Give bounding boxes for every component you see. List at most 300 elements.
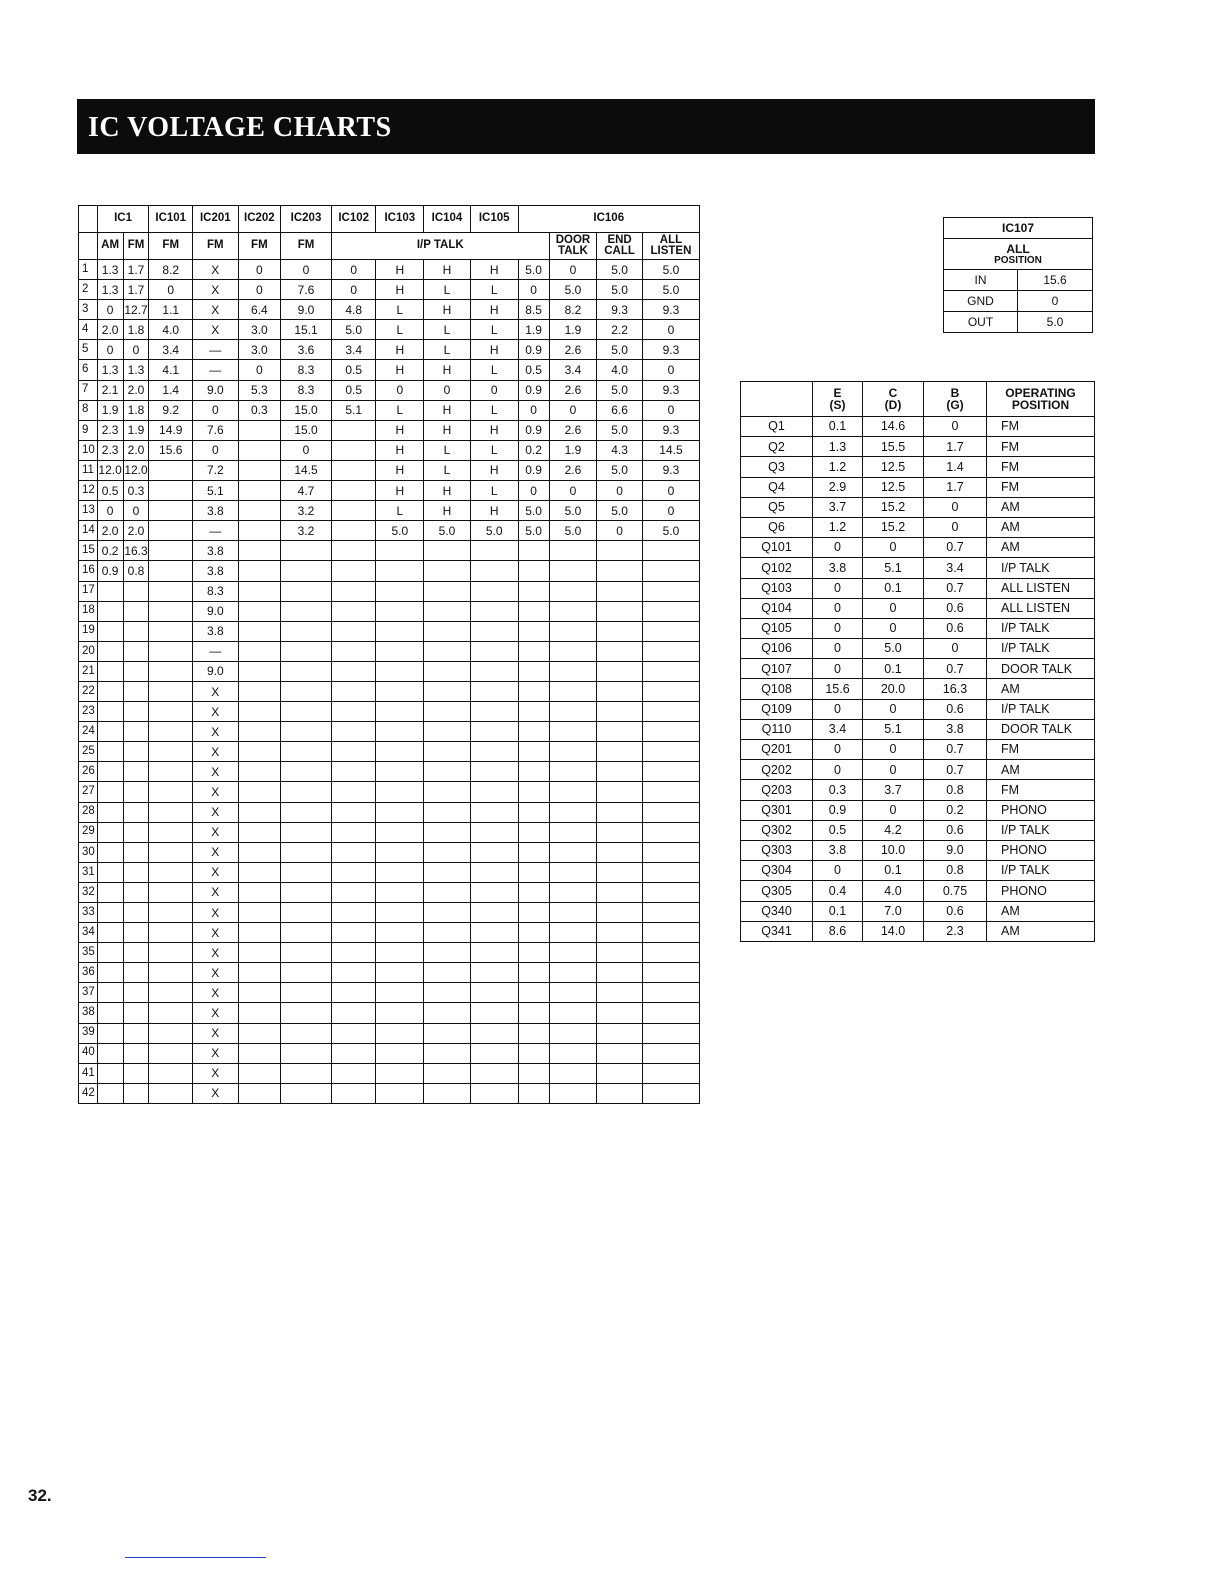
table-cell — [549, 842, 597, 862]
table-cell: 12.0 — [97, 460, 123, 480]
table-cell — [424, 882, 471, 902]
ic1-fm-header: FM — [123, 233, 149, 260]
table-cell: 0 — [924, 417, 987, 437]
table-cell: 0 — [123, 340, 149, 360]
table-cell — [424, 742, 471, 762]
table-cell — [331, 782, 376, 802]
table-cell: 0 — [863, 598, 924, 618]
table-cell: 0.2 — [924, 800, 987, 820]
table-cell — [549, 1023, 597, 1043]
footer-rule — [125, 1557, 266, 1558]
table-cell: H — [376, 460, 424, 480]
table-cell — [549, 621, 597, 641]
table-cell: 3.8 — [193, 621, 239, 641]
table-cell — [281, 762, 332, 782]
table-cell: 15.2 — [863, 517, 924, 537]
table-cell — [238, 521, 281, 541]
table-cell: 0 — [597, 521, 643, 541]
table-cell — [376, 802, 424, 822]
table-row — [79, 501, 700, 521]
table-cell — [149, 601, 193, 621]
table-cell: 0 — [193, 440, 239, 460]
table-row — [79, 983, 700, 1003]
table-row — [741, 699, 1095, 719]
table-cell: H — [424, 420, 471, 440]
table-cell — [238, 882, 281, 902]
table-cell — [642, 541, 699, 561]
table-row — [944, 270, 1093, 291]
table-cell: 5.0 — [597, 420, 643, 440]
ic-sub-header-row — [79, 233, 700, 260]
table-cell: L — [376, 320, 424, 340]
table-cell: X — [193, 822, 239, 842]
table-cell: 12.7 — [123, 300, 149, 320]
table-cell — [238, 541, 281, 561]
table-cell: 9.3 — [642, 340, 699, 360]
table-cell: 16.3 — [123, 541, 149, 561]
table-cell: 0 — [331, 260, 376, 280]
table-cell — [123, 903, 149, 923]
table-cell — [424, 661, 471, 681]
table-row — [79, 400, 700, 420]
table-cell — [331, 722, 376, 742]
table-cell: 15.2 — [863, 497, 924, 517]
table-cell — [331, 1023, 376, 1043]
table-cell: 0.9 — [518, 460, 549, 480]
table-cell — [331, 1063, 376, 1083]
table-cell: 0 — [924, 497, 987, 517]
table-cell: X — [193, 762, 239, 782]
table-cell — [518, 661, 549, 681]
table-cell: 0.75 — [924, 881, 987, 901]
table-cell — [97, 923, 123, 943]
table-cell — [149, 481, 193, 501]
table-cell — [149, 501, 193, 521]
table-cell: 21 — [79, 661, 98, 681]
table-cell — [331, 842, 376, 862]
table-cell: 0 — [924, 639, 987, 659]
table-cell: 0 — [331, 280, 376, 300]
table-cell: 1.7 — [924, 477, 987, 497]
table-cell — [331, 943, 376, 963]
table-cell: Q1 — [741, 417, 813, 437]
table-cell: H — [424, 501, 471, 521]
table-cell: 1.4 — [924, 457, 987, 477]
table-cell — [376, 963, 424, 983]
table-cell — [424, 822, 471, 842]
table-cell — [597, 1043, 643, 1063]
table-cell — [331, 581, 376, 601]
table-cell — [97, 943, 123, 963]
table-cell — [123, 822, 149, 842]
table-cell: H — [424, 260, 471, 280]
table-row — [79, 1003, 700, 1023]
table-cell: Q105 — [741, 618, 813, 638]
ic107-subtitle-row — [944, 239, 1093, 270]
table-cell: L — [424, 320, 471, 340]
table-row — [741, 538, 1095, 558]
table-cell — [642, 983, 699, 1003]
table-cell: 5.1 — [193, 481, 239, 501]
table-cell: 36 — [79, 963, 98, 983]
table-cell: 4.0 — [597, 360, 643, 380]
table-cell: — — [193, 521, 239, 541]
table-cell — [331, 802, 376, 822]
table-row — [741, 477, 1095, 497]
table-row — [741, 437, 1095, 457]
table-cell — [549, 581, 597, 601]
table-cell — [149, 842, 193, 862]
table-cell — [331, 1003, 376, 1023]
table-cell — [549, 963, 597, 983]
table-cell: 3.0 — [238, 340, 281, 360]
table-cell: H — [424, 400, 471, 420]
table-cell: 1.3 — [97, 280, 123, 300]
table-row — [741, 719, 1095, 739]
table-cell — [597, 963, 643, 983]
table-cell: GND — [944, 291, 1018, 312]
table-cell: H — [424, 360, 471, 380]
table-cell: 13 — [79, 501, 98, 521]
ic107-subtitle: ALL POSITION — [944, 239, 1093, 270]
table-cell: 5.0 — [331, 320, 376, 340]
table-cell: H — [376, 280, 424, 300]
table-cell: 1.9 — [549, 320, 597, 340]
table-cell: 2.6 — [549, 340, 597, 360]
table-cell: 6.6 — [597, 400, 643, 420]
table-cell — [597, 943, 643, 963]
table-cell: 0 — [597, 481, 643, 501]
table-cell: X — [193, 1063, 239, 1083]
table-cell: 0 — [238, 280, 281, 300]
table-cell — [331, 681, 376, 701]
table-row — [79, 300, 700, 320]
table-cell — [518, 842, 549, 862]
table-cell — [149, 782, 193, 802]
table-cell — [281, 782, 332, 802]
table-cell: 1.9 — [549, 440, 597, 460]
table-cell — [238, 1063, 281, 1083]
table-cell — [518, 681, 549, 701]
table-cell — [549, 541, 597, 561]
table-cell: X — [193, 842, 239, 862]
table-cell — [281, 681, 332, 701]
table-cell — [376, 862, 424, 882]
table-cell — [642, 862, 699, 882]
ic105-header: IC105 — [470, 206, 518, 233]
table-cell: 7.6 — [193, 420, 239, 440]
table-cell — [281, 802, 332, 822]
table-cell: 0 — [813, 538, 863, 558]
table-cell — [97, 681, 123, 701]
ic101-header: IC101 — [149, 206, 193, 233]
table-cell — [238, 661, 281, 681]
table-cell: 5.0 — [597, 380, 643, 400]
table-cell — [470, 742, 518, 762]
table-cell: 7.6 — [281, 280, 332, 300]
table-cell: 7 — [79, 380, 98, 400]
ic203-header: IC203 — [281, 206, 332, 233]
table-cell: 0 — [863, 699, 924, 719]
table-cell: 22 — [79, 681, 98, 701]
table-cell: 19 — [79, 621, 98, 641]
page-number: 32. — [28, 1486, 52, 1505]
table-cell: 2.3 — [924, 921, 987, 941]
table-cell: I/P TALK — [987, 861, 1095, 881]
table-cell: 4 — [79, 320, 98, 340]
table-cell — [149, 943, 193, 963]
table-cell: 15.6 — [813, 679, 863, 699]
table-cell — [470, 862, 518, 882]
table-cell — [376, 842, 424, 862]
table-cell — [376, 541, 424, 561]
table-row — [79, 380, 700, 400]
table-cell: 0.9 — [518, 340, 549, 360]
emitter-header: E (S) — [813, 382, 863, 417]
table-cell — [97, 661, 123, 681]
table-cell: 4.1 — [149, 360, 193, 380]
table-cell: Q5 — [741, 497, 813, 517]
table-cell: 5.1 — [863, 719, 924, 739]
table-row — [79, 1043, 700, 1063]
table-cell: 2.3 — [97, 420, 123, 440]
table-cell — [518, 1083, 549, 1103]
table-cell — [238, 420, 281, 440]
table-cell: 8.3 — [281, 360, 332, 380]
table-cell — [149, 762, 193, 782]
table-cell: IN — [944, 270, 1018, 291]
table-cell — [518, 581, 549, 601]
table-cell — [331, 903, 376, 923]
table-row — [741, 820, 1095, 840]
table-cell — [424, 601, 471, 621]
table-cell: 0 — [813, 578, 863, 598]
table-cell: 0.1 — [863, 861, 924, 881]
table-cell — [149, 641, 193, 661]
table-cell — [549, 882, 597, 902]
table-cell: Q341 — [741, 921, 813, 941]
table-cell: 5.0 — [549, 501, 597, 521]
table-cell — [376, 923, 424, 943]
table-cell: 35 — [79, 943, 98, 963]
table-cell: 3.8 — [813, 840, 863, 860]
table-cell — [238, 581, 281, 601]
corner-cell — [79, 233, 98, 260]
table-cell — [281, 1023, 332, 1043]
table-row — [741, 921, 1095, 941]
table-cell — [376, 722, 424, 742]
table-cell: 0.7 — [924, 659, 987, 679]
table-cell: 2.0 — [123, 521, 149, 541]
table-cell: 5.0 — [597, 340, 643, 360]
table-row — [79, 903, 700, 923]
table-cell — [123, 722, 149, 742]
transistor-header-row — [741, 382, 1095, 417]
table-cell — [97, 641, 123, 661]
table-cell: AM — [987, 679, 1095, 699]
table-cell: 0.7 — [924, 740, 987, 760]
table-cell — [424, 722, 471, 742]
table-cell: 5.0 — [518, 501, 549, 521]
table-cell — [149, 681, 193, 701]
table-cell — [424, 561, 471, 581]
table-cell — [149, 983, 193, 1003]
table-row — [79, 581, 700, 601]
table-cell: 0 — [813, 699, 863, 719]
table-cell — [642, 1063, 699, 1083]
table-cell — [424, 1063, 471, 1083]
table-cell — [549, 1003, 597, 1023]
table-cell — [97, 903, 123, 923]
table-cell — [597, 862, 643, 882]
table-cell: L — [470, 400, 518, 420]
table-cell: 0.9 — [518, 420, 549, 440]
table-cell: 5.0 — [549, 521, 597, 541]
table-cell: 14.5 — [642, 440, 699, 460]
table-cell: 0.6 — [924, 820, 987, 840]
table-cell: AM — [987, 538, 1095, 558]
table-cell — [97, 1083, 123, 1103]
table-cell: 0 — [813, 659, 863, 679]
table-cell — [281, 581, 332, 601]
ic202-header: IC202 — [238, 206, 281, 233]
table-cell — [470, 601, 518, 621]
table-cell — [123, 702, 149, 722]
table-row — [79, 541, 700, 561]
table-cell: 1.9 — [518, 320, 549, 340]
table-cell — [518, 641, 549, 661]
table-cell — [281, 862, 332, 882]
table-cell: 23 — [79, 702, 98, 722]
table-cell — [376, 882, 424, 902]
table-cell — [642, 762, 699, 782]
table-row — [79, 842, 700, 862]
table-row — [79, 360, 700, 380]
table-cell: 5.1 — [863, 558, 924, 578]
table-cell: 5.3 — [238, 380, 281, 400]
table-cell: DOOR TALK — [987, 659, 1095, 679]
table-cell: 6 — [79, 360, 98, 380]
table-cell: H — [470, 460, 518, 480]
table-cell — [123, 782, 149, 802]
table-cell — [281, 1003, 332, 1023]
table-cell — [470, 882, 518, 902]
table-cell — [376, 702, 424, 722]
table-cell: 9.3 — [642, 420, 699, 440]
table-cell: 0 — [549, 260, 597, 280]
table-cell — [281, 661, 332, 681]
table-row — [79, 601, 700, 621]
table-cell: 9.0 — [924, 840, 987, 860]
table-cell: X — [193, 802, 239, 822]
table-cell — [149, 862, 193, 882]
table-cell — [597, 661, 643, 681]
table-row — [741, 881, 1095, 901]
table-cell — [424, 1043, 471, 1063]
table-cell: 3.8 — [193, 501, 239, 521]
operating-position-header: OPERATING POSITION — [987, 382, 1095, 417]
table-cell: X — [193, 300, 239, 320]
table-cell — [518, 782, 549, 802]
table-cell — [549, 1063, 597, 1083]
table-cell: 3.0 — [238, 320, 281, 340]
table-cell — [518, 923, 549, 943]
table-cell: 7.0 — [863, 901, 924, 921]
table-cell — [549, 903, 597, 923]
table-row — [741, 679, 1095, 699]
ic106-header: IC106 — [518, 206, 700, 233]
table-cell — [97, 1003, 123, 1023]
table-cell — [518, 722, 549, 742]
table-cell — [281, 541, 332, 561]
table-cell — [597, 541, 643, 561]
table-cell: 5.0 — [518, 521, 549, 541]
table-row — [79, 782, 700, 802]
table-cell — [470, 722, 518, 742]
table-cell — [149, 561, 193, 581]
table-cell — [376, 621, 424, 641]
table-cell: 3.2 — [281, 501, 332, 521]
table-cell — [518, 802, 549, 822]
table-cell: 0.5 — [518, 360, 549, 380]
table-cell: H — [470, 300, 518, 320]
table-cell — [642, 1083, 699, 1103]
table-cell — [331, 742, 376, 762]
table-cell — [123, 681, 149, 701]
table-cell — [549, 681, 597, 701]
table-cell — [642, 923, 699, 943]
table-cell: L — [470, 280, 518, 300]
table-cell — [97, 782, 123, 802]
table-cell: H — [376, 420, 424, 440]
table-cell: 0.1 — [813, 901, 863, 921]
table-cell — [470, 782, 518, 802]
table-cell: 0 — [813, 760, 863, 780]
table-cell: OUT — [944, 312, 1018, 333]
table-cell: 0 — [863, 740, 924, 760]
table-cell — [238, 440, 281, 460]
table-cell: X — [193, 1023, 239, 1043]
table-cell — [549, 1083, 597, 1103]
table-cell: 9.3 — [642, 380, 699, 400]
table-cell: 33 — [79, 903, 98, 923]
table-cell — [518, 882, 549, 902]
table-cell: 2.0 — [123, 380, 149, 400]
table-cell: 4.0 — [149, 320, 193, 340]
table-cell — [424, 1003, 471, 1023]
table-cell: 5 — [79, 340, 98, 360]
table-cell — [123, 842, 149, 862]
table-cell: X — [193, 280, 239, 300]
table-row — [79, 641, 700, 661]
table-cell — [597, 882, 643, 902]
table-cell — [281, 983, 332, 1003]
table-cell — [642, 802, 699, 822]
table-cell: 25 — [79, 742, 98, 762]
table-cell: L — [424, 460, 471, 480]
table-cell — [424, 943, 471, 963]
table-row — [741, 517, 1095, 537]
table-cell: I/P TALK — [987, 618, 1095, 638]
table-cell: PHONO — [987, 881, 1095, 901]
table-cell: 0 — [518, 280, 549, 300]
table-cell — [331, 1043, 376, 1063]
table-cell — [597, 641, 643, 661]
table-cell — [97, 1023, 123, 1043]
table-cell: Q302 — [741, 820, 813, 840]
table-cell — [597, 681, 643, 701]
table-cell: 0 — [424, 380, 471, 400]
